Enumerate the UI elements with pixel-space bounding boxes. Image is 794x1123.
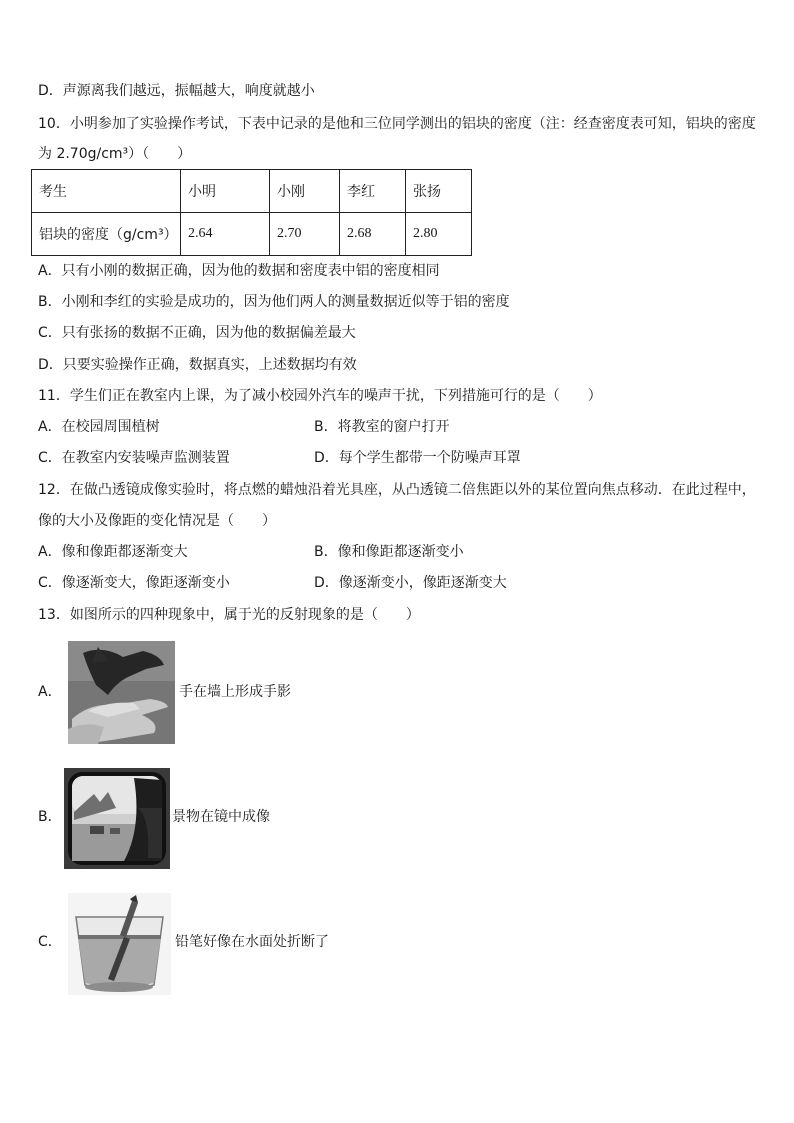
q12-option-c: C．像逐渐变大，像距逐渐变小 [38, 575, 230, 591]
q9-option-d: D．声源离我们越远，振幅越大，响度就越小 [38, 83, 315, 99]
q10-option-d: D．只要实验操作正确，数据真实，上述数据均有效 [38, 357, 357, 373]
q11-option-c: C．在教室内安装噪声监测装置 [38, 450, 230, 466]
table-row [32, 213, 472, 256]
table-row-label: 铝块的密度（g/cm³） [32, 213, 181, 256]
hand-shadow-image [68, 641, 175, 744]
table-header-row [32, 170, 472, 213]
table-cell: 2.70 [270, 213, 340, 256]
q10-stem-line-1: 10．小明参加了实验操作考试，下表中记录的是他和三位同学测出的铝块的密度（注：经查密度表可知，铝块的密度 [38, 116, 756, 132]
table-cell: 小刚 [270, 170, 340, 213]
table-cell: 李红 [340, 170, 406, 213]
q10-option-b: B．小刚和李红的实验是成功的，因为他们两人的测量数据近似等于铝的密度 [38, 294, 510, 310]
table-cell: 2.64 [181, 213, 270, 256]
q12-stem-line-2: 像的大小及像距的变化情况是（ ） [38, 513, 276, 529]
q13-option-b-caption: 景物在镜中成像 [172, 809, 270, 825]
q13-option-c-caption: 铅笔好像在水面处折断了 [175, 934, 329, 950]
q10-option-a: A．只有小刚的数据正确，因为他的数据和密度表中铝的密度相同 [38, 263, 440, 279]
q13-option-a-letter: A． [38, 684, 62, 700]
q10-option-c: C．只有张扬的数据不正确，因为他的数据偏差最大 [38, 325, 356, 341]
q12-option-b: B．像和像距都逐渐变小 [314, 544, 464, 560]
q11-option-d: D．每个学生都带一个防噪声耳罩 [314, 450, 521, 466]
q11-option-a: A．在校园周围植树 [38, 419, 160, 435]
q13-option-a-caption: 手在墙上形成手影 [179, 684, 291, 700]
car-mirror-illustration [64, 768, 170, 869]
q13-option-b-letter: B． [38, 809, 62, 825]
table-cell: 小明 [181, 170, 270, 213]
table-cell: 张扬 [406, 170, 472, 213]
q12-option-a: A．像和像距都逐渐变大 [38, 544, 188, 560]
q12-stem-line-1: 12．在做凸透镜成像实验时，将点燃的蜡烛沿着光具座，从凸透镜二倍焦距以外的某位置向焦点移动．在此过程中， [38, 482, 756, 498]
q11-stem: 11．学生们正在教室内上课，为了减小校园外汽车的噪声干扰，下列措施可行的是（ ） [38, 388, 602, 404]
table-cell: 2.68 [340, 213, 406, 256]
pencil-in-water-illustration [68, 893, 171, 995]
density-table [31, 169, 472, 256]
q10-stem-line-2: 为 2.70g/cm³）（ ） [38, 146, 192, 162]
q13-stem: 13．如图所示的四种现象中，属于光的反射现象的是（ ） [38, 607, 420, 623]
hand-shadow-illustration [68, 641, 175, 744]
table-cell: 考生 [32, 170, 181, 213]
car-mirror-image [64, 768, 170, 869]
q11-option-b: B．将教室的窗户打开 [314, 419, 450, 435]
pencil-in-water-image [68, 893, 171, 995]
table-cell: 2.80 [406, 213, 472, 256]
q12-option-d: D．像逐渐变小，像距逐渐变大 [314, 575, 507, 591]
q13-option-c-letter: C． [38, 934, 62, 950]
